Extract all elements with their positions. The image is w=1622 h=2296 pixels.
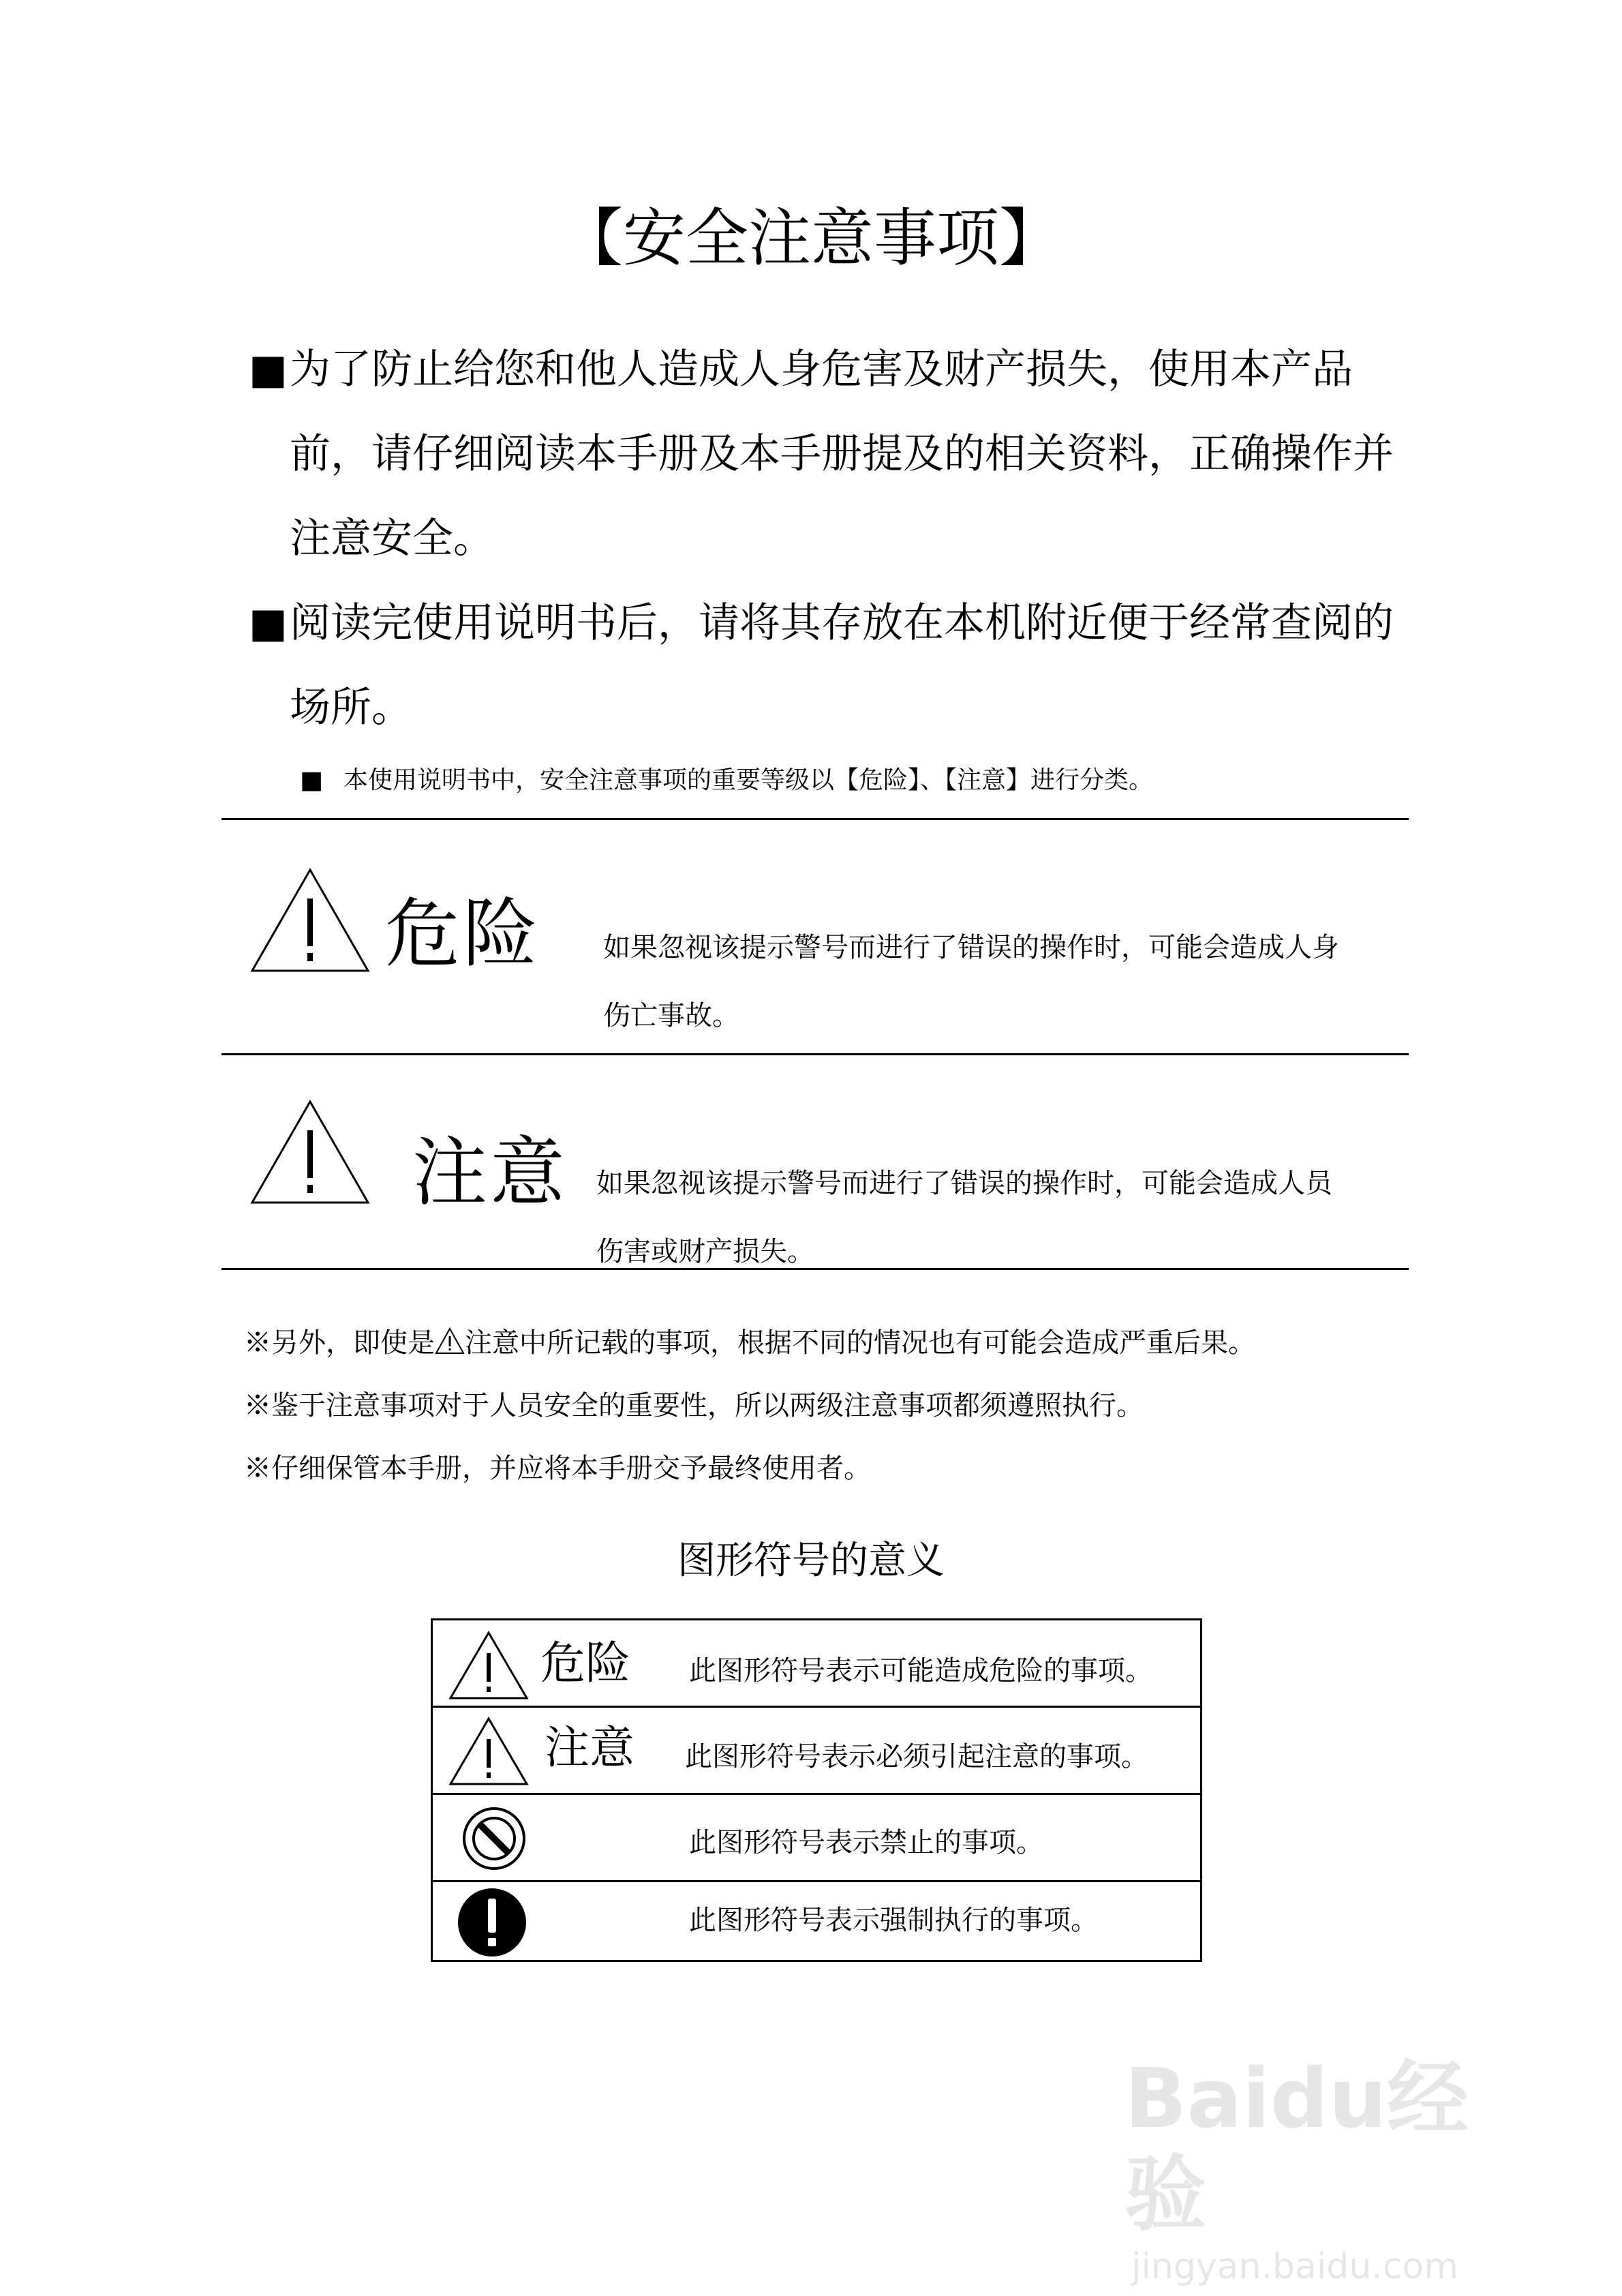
classification-note-text: 本使用说明书中，安全注意事项的重要等级以【危险】、【注意】进行分类。 <box>343 766 1154 794</box>
symbol-meaning: 此图形符号表示可能造成危险的事项。 <box>689 1655 1152 1687</box>
symbol-word: 危险 <box>540 1637 630 1689</box>
divider <box>221 818 1409 820</box>
mandatory-exclamation-icon <box>456 1886 528 1959</box>
remark-1 <box>244 1323 1255 1363</box>
symbols-title: 图形符号的意义 <box>677 1539 945 1583</box>
page-title: 【安全注意事项】 <box>560 202 1062 275</box>
caution-description-line-2: 伤害或财产损失。 <box>596 1236 814 1267</box>
watermark <box>1124 2052 1520 2287</box>
warning-triangle-icon <box>249 866 371 975</box>
prohibited-icon <box>460 1804 528 1873</box>
warning-triangle-icon <box>448 1630 530 1701</box>
symbol-row-mandatory <box>433 1882 1200 1960</box>
danger-description <box>603 913 1421 1050</box>
warning-triangle-icon <box>435 1327 465 1355</box>
remark-3: ※仔细保管本手册，并应将本手册交予最终使用者。 <box>244 1453 871 1484</box>
paragraph-1 <box>249 327 1407 581</box>
divider <box>221 1268 1409 1270</box>
danger-label: 危险 <box>385 890 540 978</box>
paragraph-2-line-1: 阅读完使用说明书后，请将其存放在本机附近便于经常查阅的 <box>290 599 1394 647</box>
symbol-meaning: 此图形符号表示强制执行的事项。 <box>689 1905 1098 1936</box>
bullet: ■ <box>249 599 288 647</box>
warning-triangle-icon <box>249 1098 371 1207</box>
symbol-row-caution <box>433 1708 1200 1795</box>
paragraph-2-line-2: 场所。 <box>290 684 412 731</box>
symbol-meaning: 此图形符号表示禁止的事项。 <box>689 1827 1043 1858</box>
bullet: ■ <box>249 346 288 393</box>
classification-note <box>300 760 1153 801</box>
paragraph-1-line-2: 前，请仔细阅读本手册及本手册提及的相关资料，正确操作并 <box>290 430 1394 478</box>
caution-label: 注意 <box>412 1129 568 1216</box>
symbol-row-prohibited <box>433 1795 1200 1882</box>
danger-description-line-2: 伤亡事故。 <box>603 1000 739 1031</box>
warning-triangle-icon <box>448 1716 530 1787</box>
paragraph-1-line-3: 注意安全。 <box>290 515 494 562</box>
symbol-word: 注意 <box>545 1721 634 1774</box>
paragraph-1-line-1: 为了防止给您和他人造成人身危害及财产损失，使用本产品 <box>290 346 1353 393</box>
caution-description-line-1: 如果忽视该提示警号而进行了错误的操作时，可能会造成人员 <box>596 1168 1332 1199</box>
watermark-url: jingyan.baidu.com <box>1131 2246 1458 2287</box>
symbol-row-danger <box>433 1620 1200 1708</box>
bullet: ■ <box>300 766 324 794</box>
symbol-meaning: 此图形符号表示必须引起注意的事项。 <box>685 1741 1148 1772</box>
paragraph-2 <box>249 581 1407 750</box>
remark-1-suffix: 注意中所记载的事项，根据不同的情况也有可能会造成严重后果。 <box>465 1327 1255 1359</box>
remark-2: ※鉴于注意事项对于人员安全的重要性，所以两级注意事项都须遵照执行。 <box>244 1390 1144 1421</box>
watermark-logo: Baidu经验 <box>1124 2052 1469 2242</box>
caution-description <box>596 1149 1414 1286</box>
danger-description-line-1: 如果忽视该提示警号而进行了错误的操作时，可能会造成人身 <box>603 932 1339 963</box>
remark-1-prefix: ※另外，即使是 <box>244 1327 435 1359</box>
divider <box>221 1053 1409 1055</box>
symbols-table <box>431 1618 1202 1962</box>
